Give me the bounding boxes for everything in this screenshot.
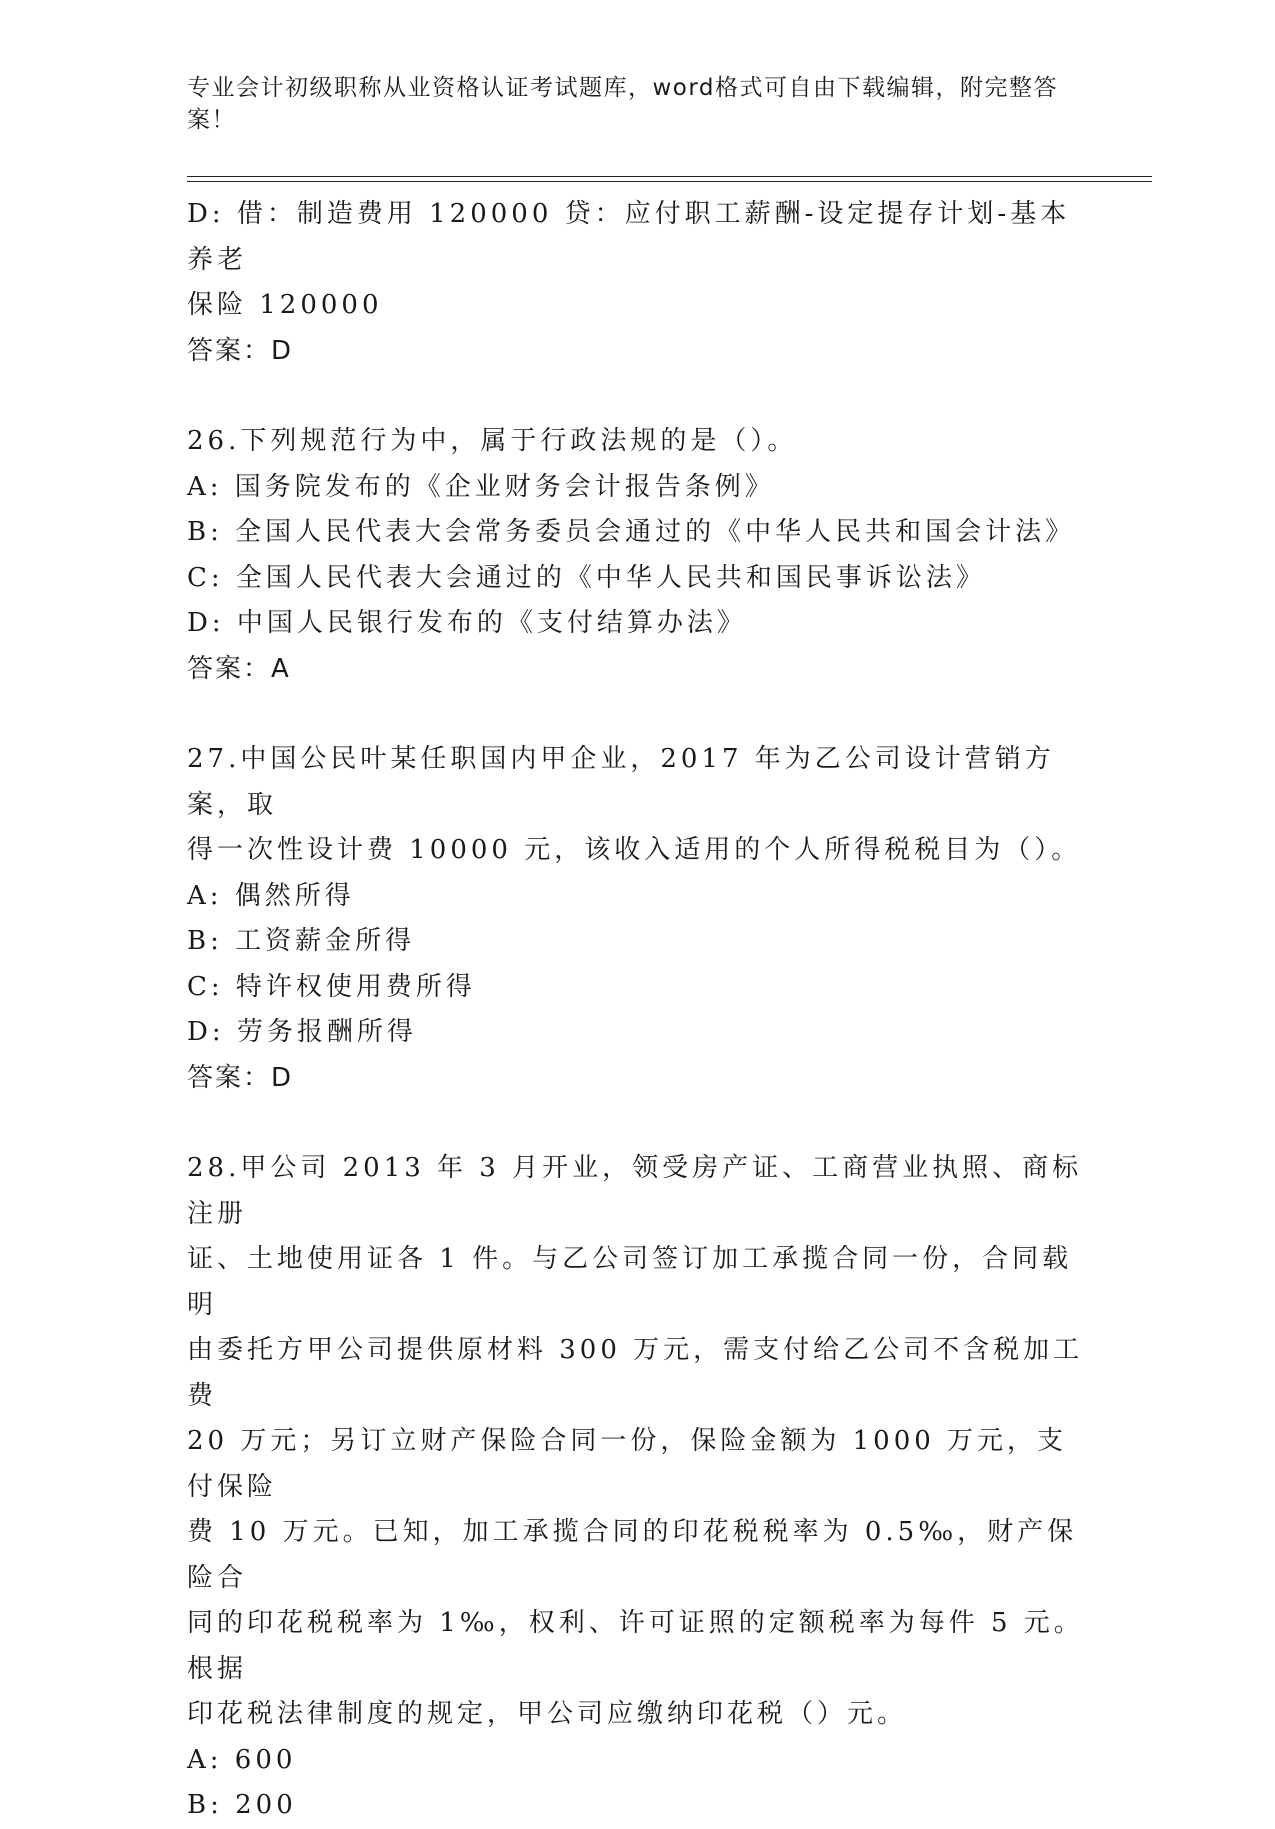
question-stem-continued: 由委托方甲公司提供原材料 300 万元，需支付给乙公司不含税加工费 — [187, 1335, 1084, 1411]
question-stem-continued: 同的印花税税率为 1‰，权利、许可证照的定额税率为每件 5 元。根据 — [187, 1608, 1084, 1684]
option-b: B: 工资薪金所得 — [187, 926, 416, 956]
option-c: C: 特许权使用费所得 — [187, 971, 476, 1002]
option-b: B: 全国人民代表大会常务委员会通过的《中华人民共和国会计法》 — [187, 517, 1076, 547]
question-stem-continued: 印花税法律制度的规定，甲公司应缴纳印花税（）元。 — [187, 1699, 908, 1729]
header-divider — [187, 176, 1152, 182]
question-stem-continued: 得一次性设计费 10000 元，该收入适用的个人所得税税目为（）。 — [187, 835, 1082, 865]
option-a: A: 600 — [187, 1744, 297, 1775]
option-d: D: 借：制造费用 120000 贷：应付职工薪酬-设定提存计划-基本养老 — [187, 199, 1071, 275]
spacer — [187, 374, 1087, 419]
page-header: 专业会计初级职称从业资格认证考试题库，word格式可自由下载编辑，附完整答案！ — [187, 75, 1059, 133]
question-stem: 26.下列规范行为中，属于行政法规的是（）。 — [187, 426, 798, 456]
option-d-continued: 保险 120000 — [187, 290, 383, 320]
document-page — [187, 72, 1087, 1820]
option-a: A: 偶然所得 — [187, 880, 355, 911]
question-list — [187, 192, 1087, 1829]
question-stem-continued: 费 10 万元。已知，加工承揽合同的印花税税率为 0.5‰，财产保险合 — [187, 1517, 1078, 1593]
question-block-28 — [187, 1146, 1087, 1829]
question-stem: 27.中国公民叶某任职国内甲企业，2017 年为乙公司设计营销方案，取 — [187, 744, 1055, 820]
option-c: C: 全国人民代表大会通过的《中华人民共和国民事诉讼法》 — [187, 562, 986, 593]
question-stem-continued: 20 万元；另订立财产保险合同一份，保险金额为 1000 万元，支付保险 — [187, 1426, 1068, 1502]
spacer — [187, 1101, 1087, 1146]
answer-line: 答案：D — [187, 1062, 294, 1093]
option-a: A: 国务院发布的《企业财务会计报告条例》 — [187, 471, 775, 502]
answer-line: 答案：D — [187, 335, 294, 366]
question-stem-continued: 证、土地使用证各 1 件。与乙公司签订加工承揽合同一份，合同载明 — [187, 1244, 1073, 1320]
spacer — [187, 692, 1087, 737]
option-b: B: 200 — [187, 1790, 297, 1820]
answer-line: 答案：A — [187, 653, 291, 684]
question-stem: 28.甲公司 2013 年 3 月开业，领受房产证、工商营业执照、商标注册 — [187, 1153, 1083, 1229]
option-d: D: 劳务报酬所得 — [187, 1017, 417, 1047]
question-block-25 — [187, 192, 1087, 374]
option-d: D: 中国人民银行发布的《支付结算办法》 — [187, 608, 747, 638]
question-block-26 — [187, 419, 1087, 692]
question-block-27 — [187, 737, 1087, 1101]
